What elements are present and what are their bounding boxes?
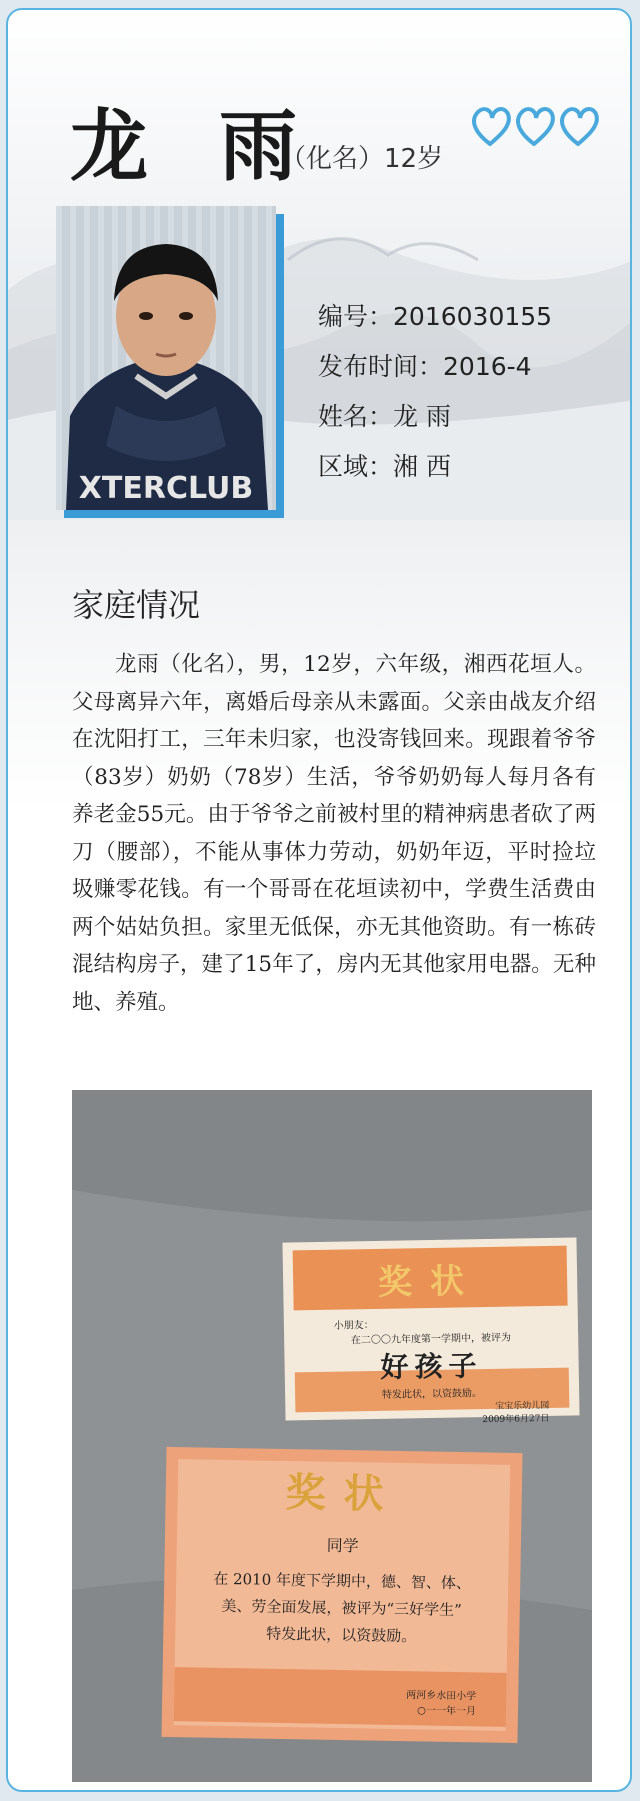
info-value: 龙 雨	[393, 402, 451, 431]
portrait-photo	[56, 206, 284, 518]
alias-age: （化名）12岁	[280, 144, 444, 174]
certificate-line: 特发此状，以资鼓励。	[381, 1388, 483, 1401]
certificate-line: 美、劳全面发展，被评为“三好学生”	[221, 1596, 462, 1620]
info-list	[318, 292, 552, 492]
certificate-primary-school	[174, 1459, 510, 1718]
certificate-line: 特发此状，以资鼓励。	[266, 1624, 417, 1646]
info-row-date	[318, 342, 552, 392]
info-label: 姓名：	[318, 402, 394, 431]
certificate-date: ○一一年一月	[417, 1705, 476, 1718]
info-row-id	[318, 292, 552, 342]
profile-card	[6, 8, 632, 1792]
info-label: 发布时间：	[318, 352, 444, 381]
child-name: 龙 雨	[70, 102, 320, 192]
certificate-line: 小朋友：	[333, 1319, 374, 1332]
section-title: 家庭情况	[72, 586, 201, 624]
certificate-issuer: 宝宝乐幼儿园	[495, 1400, 550, 1412]
boy-portrait	[56, 206, 276, 510]
three-hearts-icon	[468, 102, 604, 152]
certificate-line: 同学	[326, 1535, 359, 1556]
family-story: 龙雨（化名），男，12岁，六年级，湘西花垣人。父母离异六年，离婚后母亲从未露面。父亲由战友介绍在沈阳打工，三年未归家，也没寄钱回来。现跟着爷爷（83岁）奶奶（78岁）生活，爷爷奶奶每人每月各有养老金55元。由于爷爷之前被村里的精神病患者砍了两刀（腰部），不能从事体力劳动，奶奶年迈，平时捡垃圾赚零花钱。有一个哥哥在花垣读初中，学费生活费由两个姑姑负担。家里无低保，亦无其他资助。有一栋砖混结构房子，建了15年了，房内无其他家用电器。无种地、养殖。	[72, 652, 596, 1015]
info-label: 区域：	[318, 452, 394, 481]
info-label: 编号：	[318, 302, 394, 331]
certificates-photo	[72, 1090, 592, 1782]
info-value: 2016-4	[443, 352, 532, 381]
info-value: 2016030155	[393, 302, 553, 331]
certificate-line: 在二〇〇九年度第一学期中，被评为	[350, 1332, 512, 1347]
info-value: 湘 西	[393, 452, 451, 481]
certificate-title: 奖状	[377, 1261, 483, 1303]
shirt-print: XTERCLUB	[78, 471, 254, 506]
certificate-award: 好孩子	[380, 1349, 483, 1384]
certificate-kindergarten	[293, 1252, 570, 1429]
info-row-region	[318, 442, 552, 492]
certificate-title: 奖状	[285, 1469, 403, 1519]
info-row-name	[318, 392, 552, 442]
certificate-line: 在 2010 年度下学期中，德、智、体、	[213, 1569, 472, 1593]
certificate-issuer: 两河乡水田小学	[406, 1690, 477, 1703]
certificate-date: 2009年6月27日	[482, 1413, 550, 1426]
